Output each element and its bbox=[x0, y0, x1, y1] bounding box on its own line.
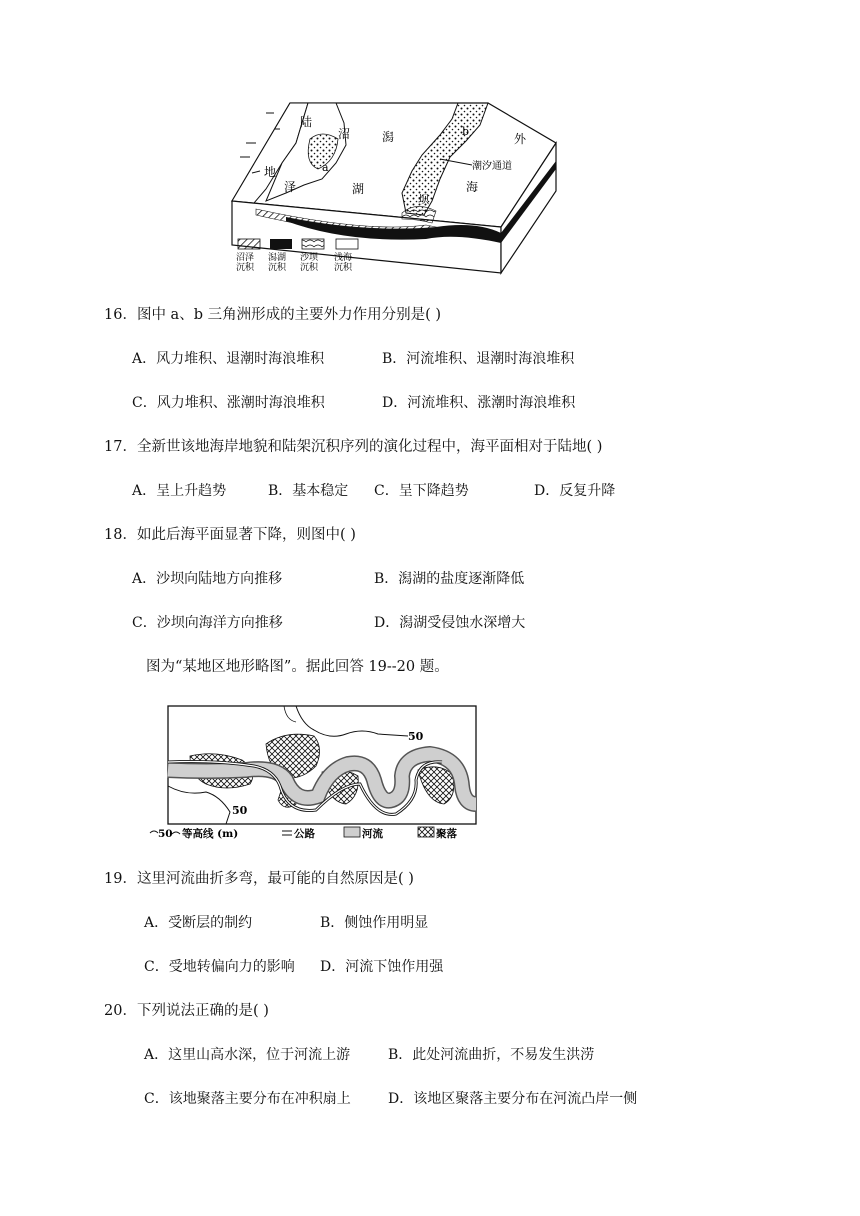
label-a: a bbox=[322, 161, 329, 174]
q17-option-d: D．反复升降 bbox=[534, 483, 616, 499]
q17-option-a: A．呈上升趋势 bbox=[132, 483, 227, 499]
contour-label-top: 50 bbox=[408, 730, 424, 743]
q19-option-d: D．河流下蚀作用强 bbox=[320, 959, 444, 975]
q17-stem: 17．全新世该地海岸地貌和陆架沉积序列的演化过程中，海平面相对于陆地( ) bbox=[104, 439, 603, 455]
q19-option-b: B．侧蚀作用明显 bbox=[320, 915, 429, 931]
label-b: b bbox=[462, 125, 470, 138]
q16-option-c: C．风力堆积、涨潮时海浪堆积 bbox=[132, 395, 325, 411]
q18-stem: 18．如此后海平面显著下降，则图中( ) bbox=[104, 527, 356, 543]
label-ze: 泽 bbox=[284, 180, 297, 194]
svg-text:沙坝: 沙坝 bbox=[300, 253, 319, 263]
label-ba: 坝 bbox=[418, 193, 429, 206]
label-lu: 陆 bbox=[300, 115, 313, 129]
topographic-sketch-map bbox=[146, 700, 486, 843]
label-zhao: 沼 bbox=[338, 127, 351, 141]
q17-option-c: C．呈下降趋势 bbox=[374, 483, 469, 499]
legend-river: 河流 bbox=[362, 828, 383, 840]
svg-text:潟湖: 潟湖 bbox=[268, 253, 287, 263]
label-xi: 潟 bbox=[382, 130, 395, 144]
label-hai: 海 bbox=[466, 180, 479, 194]
q18-option-b: B．潟湖的盐度逐渐降低 bbox=[374, 571, 525, 587]
q19-stem: 19．这里河流曲折多弯，最可能的自然原因是( ) bbox=[104, 871, 414, 887]
q20-option-d: D．该地区聚落主要分布在河流凸岸一侧 bbox=[388, 1091, 638, 1107]
contour-label-bottom: 50 bbox=[232, 804, 248, 817]
q18-option-a: A．沙坝向陆地方向推移 bbox=[132, 571, 283, 587]
legend-contour-value: 50 bbox=[158, 828, 173, 840]
svg-text:沼泽: 沼泽 bbox=[236, 253, 255, 263]
legend-settlement: 聚落 bbox=[436, 828, 457, 840]
svg-text:沉积: 沉积 bbox=[300, 263, 319, 273]
q17-option-b: B．基本稳定 bbox=[268, 483, 349, 499]
label-hu: 湖 bbox=[352, 182, 365, 196]
legend-contour-label: 等高线 (m) bbox=[182, 828, 239, 840]
q16-option-a: A．风力堆积、退潮时海浪堆积 bbox=[132, 351, 325, 367]
q20-option-c: C．该地聚落主要分布在冲积扇上 bbox=[144, 1091, 351, 1107]
label-channel: 潮汐通道 bbox=[472, 161, 512, 172]
q20-option-b: B．此处河流曲折，不易发生洪涝 bbox=[388, 1047, 595, 1063]
svg-text:浅海: 浅海 bbox=[334, 253, 353, 263]
svg-text:沉积: 沉积 bbox=[268, 263, 287, 273]
q18-option-d: D．潟湖受侵蚀水深增大 bbox=[374, 615, 526, 631]
q16-option-d: D．河流堆积、涨潮时海浪堆积 bbox=[382, 395, 576, 411]
q16-stem: 16．图中 a、b 三角洲形成的主要外力作用分别是( ) bbox=[104, 307, 442, 323]
q18-option-c: C．沙坝向海洋方向推移 bbox=[132, 615, 283, 631]
q19-option-a: A．受断层的制约 bbox=[144, 915, 253, 931]
svg-text:沉积: 沉积 bbox=[236, 263, 255, 273]
figure-intro: 图为“某地区地形略图”。据此回答 19--20 题。 bbox=[146, 659, 449, 675]
legend-road: 公路 bbox=[294, 828, 315, 840]
q19-option-c: C．受地转偏向力的影响 bbox=[144, 959, 295, 975]
label-wai: 外 bbox=[514, 132, 527, 146]
q20-option-a: A．这里山高水深，位于河流上游 bbox=[144, 1047, 351, 1063]
label-di: 地 bbox=[264, 165, 277, 179]
svg-text:沉积: 沉积 bbox=[334, 263, 353, 273]
q16-option-b: B．河流堆积、退潮时海浪堆积 bbox=[382, 351, 575, 367]
figure2-legend bbox=[150, 827, 457, 840]
q20-stem: 20．下列说法正确的是( ) bbox=[104, 1003, 269, 1019]
coastal-block-diagram bbox=[226, 83, 527, 275]
